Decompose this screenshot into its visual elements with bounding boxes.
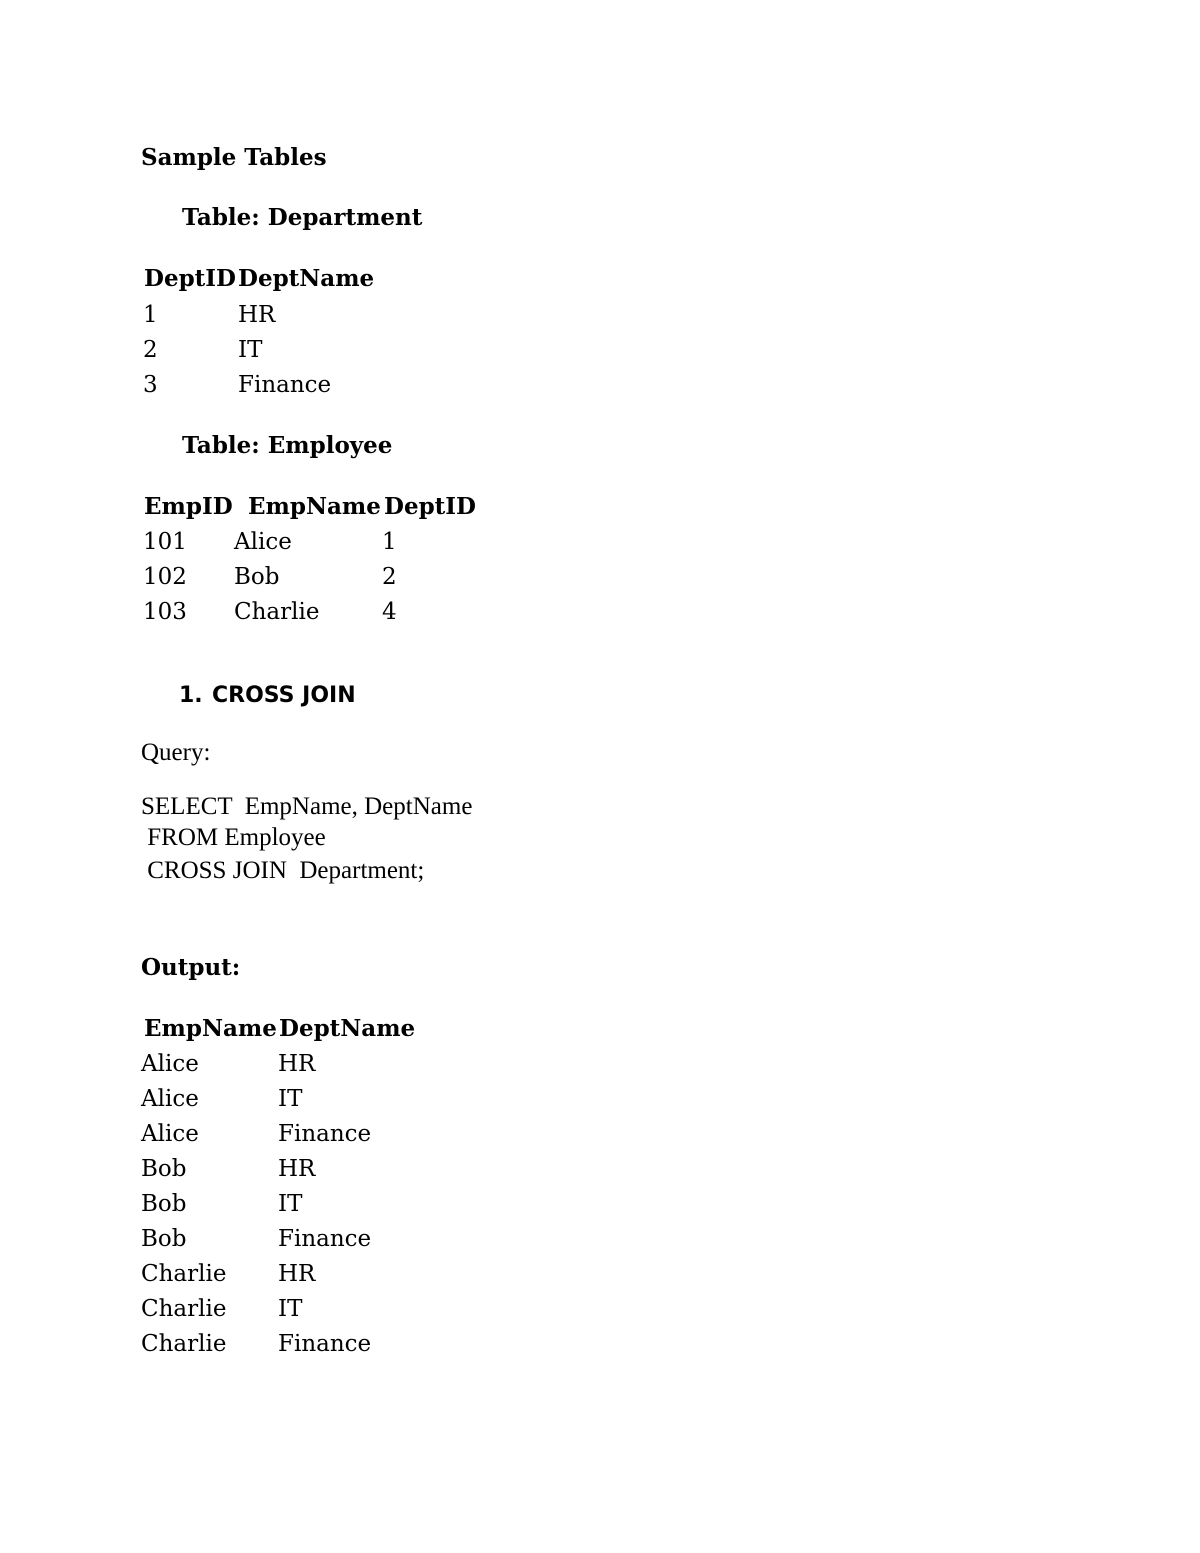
output-label: Output: xyxy=(141,954,241,981)
table-cell: 101 xyxy=(143,529,187,555)
table-cell: 103 xyxy=(143,599,187,625)
table-cell: Alice xyxy=(234,529,292,555)
section-number: 1. xyxy=(179,683,203,708)
query-line: CROSS JOIN Department; xyxy=(141,857,425,884)
table-cell: 4 xyxy=(382,599,397,625)
table-cell: 1 xyxy=(382,529,397,555)
table-cell: HR xyxy=(238,302,276,328)
table-cell: 2 xyxy=(382,564,397,590)
page-heading: Sample Tables xyxy=(141,144,327,171)
column-header: EmpName xyxy=(144,1015,277,1042)
department-table-title: Table: Department xyxy=(182,204,423,231)
table-cell: 2 xyxy=(143,337,158,363)
table-cell: Charlie xyxy=(141,1331,227,1357)
table-cell: IT xyxy=(278,1191,303,1217)
query-line: FROM Employee xyxy=(141,824,326,851)
table-cell: Charlie xyxy=(234,599,320,625)
table-cell: IT xyxy=(278,1086,303,1112)
column-header: EmpID xyxy=(144,493,233,520)
column-header: DeptID xyxy=(144,265,236,292)
table-cell: Bob xyxy=(141,1156,187,1182)
table-cell: Finance xyxy=(238,372,332,398)
table-cell: IT xyxy=(278,1296,303,1322)
table-cell: HR xyxy=(278,1261,316,1287)
table-cell: Charlie xyxy=(141,1261,227,1287)
table-cell: Finance xyxy=(278,1331,372,1357)
table-cell: 1 xyxy=(143,302,158,328)
table-cell: 3 xyxy=(143,372,158,398)
table-cell: IT xyxy=(238,337,263,363)
table-cell: Finance xyxy=(278,1121,372,1147)
table-cell: Alice xyxy=(141,1086,199,1112)
employee-table-title: Table: Employee xyxy=(182,432,393,459)
table-cell: HR xyxy=(278,1156,316,1182)
query-label: Query: xyxy=(141,739,211,766)
table-cell: Alice xyxy=(141,1051,199,1077)
section-title: CROSS JOIN xyxy=(212,683,356,708)
table-cell: HR xyxy=(278,1051,316,1077)
table-cell: Alice xyxy=(141,1121,199,1147)
table-cell: Bob xyxy=(141,1191,187,1217)
column-header: DeptID xyxy=(384,493,476,520)
column-header: DeptName xyxy=(238,265,375,292)
table-cell: Bob xyxy=(234,564,280,590)
column-header: DeptName xyxy=(279,1015,416,1042)
table-cell: 102 xyxy=(143,564,187,590)
table-cell: Finance xyxy=(278,1226,372,1252)
query-line: SELECT EmpName, DeptName xyxy=(141,793,473,820)
column-header: EmpName xyxy=(248,493,381,520)
table-cell: Bob xyxy=(141,1226,187,1252)
table-cell: Charlie xyxy=(141,1296,227,1322)
